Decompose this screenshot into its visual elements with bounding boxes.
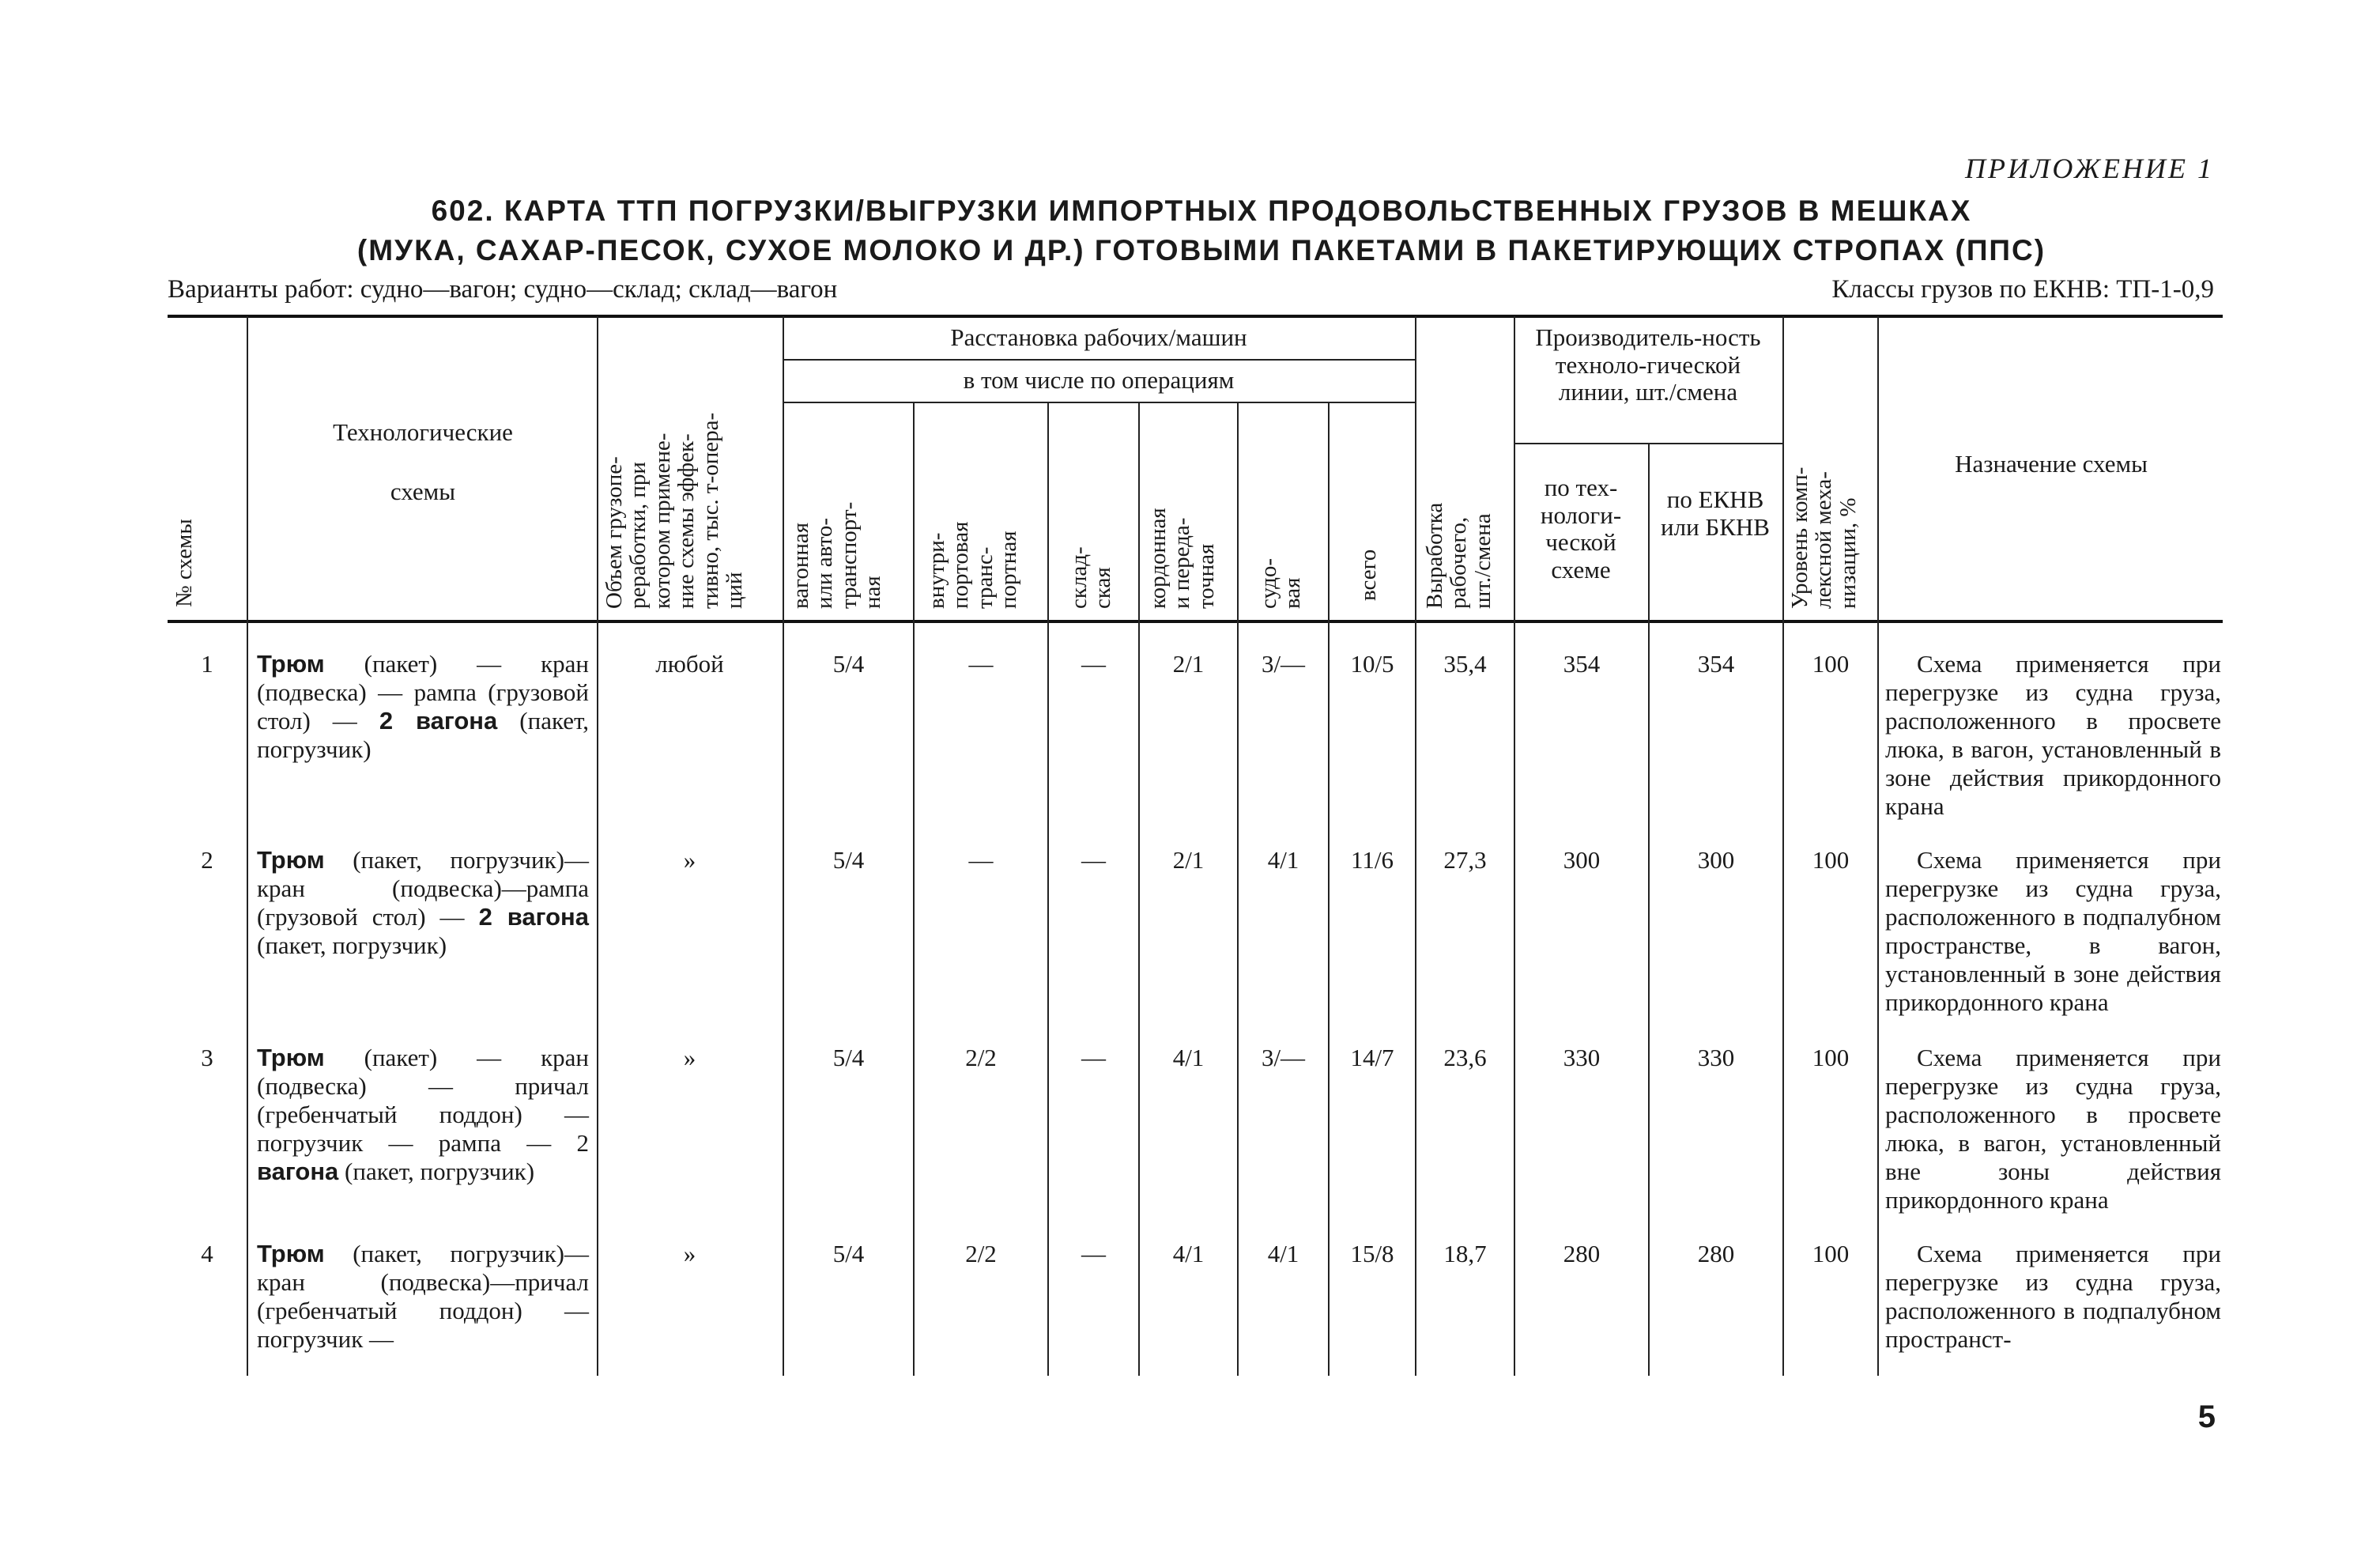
row-1-mech: 100 xyxy=(1812,650,1850,678)
header-total: всего xyxy=(1356,549,1381,601)
row-4-by-eknv: 280 xyxy=(1697,1240,1735,1267)
header-wagon: вагонная или авто- транспорт- ная xyxy=(788,501,886,609)
header-placement: Расстановка рабочих/машин xyxy=(950,323,1247,351)
row-2-num: 2 xyxy=(201,846,213,874)
row-4-mech: 100 xyxy=(1812,1240,1850,1267)
row-2-total: 11/6 xyxy=(1351,846,1394,874)
table-header-rule xyxy=(168,620,2223,623)
row-3-wagon: 5/4 xyxy=(832,1044,865,1071)
header-intraport: внутри- портовая транс- портная xyxy=(924,521,1022,609)
header-by-operation: в том числе по операциям xyxy=(963,366,1235,394)
row-2-wagon: 5/4 xyxy=(832,846,865,874)
row-4-scheme: Трюм (пакет, погрузчик)—кран (подвеска)—причал (гребенчатый поддон) — погрузчик — xyxy=(257,1240,589,1353)
col-line-13 xyxy=(1877,316,1879,1376)
row-2-cordon: 2/1 xyxy=(1172,846,1205,874)
operations-divider xyxy=(783,402,1415,403)
row-1-scheme: Трюм (пакет) — кран (подвеска) — рампа (грузовой стол) — 2 вагона (пакет, погрузчик) xyxy=(257,650,589,763)
row-1-ship: 3/— xyxy=(1261,650,1306,678)
row-4-intraport: 2/2 xyxy=(965,1240,997,1267)
col-line-1 xyxy=(247,316,248,1376)
row-3-total: 14/7 xyxy=(1350,1044,1394,1071)
header-mechanization: Уровень комп- лексной меха- низации, % xyxy=(1787,466,1861,609)
row-1-wagon: 5/4 xyxy=(832,650,865,678)
header-ship: судо- вая xyxy=(1256,557,1306,609)
row-2-output: 27,3 xyxy=(1443,846,1487,874)
placement-divider xyxy=(783,359,1415,361)
header-num: № схемы xyxy=(172,519,197,607)
row-4-warehouse: — xyxy=(1081,1240,1106,1267)
header-scheme-1: Технологические xyxy=(333,418,513,446)
row-4-wagon: 5/4 xyxy=(832,1240,865,1267)
row-3-cordon: 4/1 xyxy=(1172,1044,1205,1071)
row-3-purpose: Схема применяется при перегрузке из судна груза, расположенного в просвете люка, в вагон, установленный вне зоны действия прикордонного крана xyxy=(1885,1044,2221,1214)
appendix-label: ПРИЛОЖЕНИЕ 1 xyxy=(1965,153,2214,184)
col-line-5 xyxy=(1047,402,1049,1376)
row-2-by-eknv: 300 xyxy=(1697,846,1735,874)
header-cordon: кордонная и переда- точная xyxy=(1145,508,1219,609)
row-3-intraport: 2/2 xyxy=(965,1044,997,1071)
header-volume: Объем грузопе- реработки, при котором примене- ние схемы эффек- тивно, тыс. т-опера- ций xyxy=(602,412,748,609)
col-line-4 xyxy=(913,402,915,1376)
row-1-by-tech: 354 xyxy=(1563,650,1601,678)
row-2-warehouse: — xyxy=(1081,846,1106,874)
row-3-output: 23,6 xyxy=(1443,1044,1487,1071)
header-by-eknv: по ЕКНВ или БКНВ xyxy=(1661,485,1770,541)
row-1-total: 10/5 xyxy=(1350,650,1394,678)
row-4-total: 15/8 xyxy=(1350,1240,1394,1267)
row-3-mech: 100 xyxy=(1812,1044,1850,1071)
row-3-by-tech: 330 xyxy=(1563,1044,1601,1071)
table-top-rule xyxy=(168,315,2223,318)
row-4-by-tech: 280 xyxy=(1563,1240,1601,1267)
work-variants: Варианты работ: судно—вагон; судно—склад; склад—вагон xyxy=(168,275,838,304)
row-3-ship: 3/— xyxy=(1261,1044,1306,1071)
row-2-by-tech: 300 xyxy=(1563,846,1601,874)
row-3-by-eknv: 330 xyxy=(1697,1044,1735,1071)
row-2-scheme: Трюм (пакет, погрузчик)—кран (подвеска)—рампа (грузовой стол) — 2 вагона (пакет, погрузчик) xyxy=(257,846,589,959)
header-output: Выработка рабочего, шт./смена xyxy=(1422,502,1496,609)
row-1-num: 1 xyxy=(201,650,213,678)
cargo-class: Классы грузов по ЕКНВ: ТП-1-0,9 xyxy=(1831,275,2214,304)
row-4-ship: 4/1 xyxy=(1267,1240,1299,1267)
row-1-intraport: — xyxy=(968,650,994,678)
header-scheme-2: схемы xyxy=(390,478,456,505)
row-4-purpose: Схема применяется при перегрузке из судна груза, расположенного в подпалубном пространст- xyxy=(1885,1240,2221,1353)
row-2-intraport: — xyxy=(968,846,994,874)
col-line-11 xyxy=(1648,443,1650,1376)
header-productivity: Производитель-ность техноло-гической линии, шт./смена xyxy=(1535,323,1761,406)
row-3-volume: » xyxy=(683,1044,696,1071)
document-title-line-1: 602. КАРТА ТТП ПОГРУЗКИ/ВЫГРУЗКИ ИМПОРТНЫХ ПРОДОВОЛЬСТВЕННЫХ ГРУЗОВ В МЕШКАХ xyxy=(431,195,1972,227)
row-2-mech: 100 xyxy=(1812,846,1850,874)
row-3-scheme: Трюм (пакет) — кран (подвеска) — причал (гребенчатый поддон) — погрузчик — рампа — 2 вагона (пакет, погрузчик) xyxy=(257,1044,589,1185)
row-3-num: 3 xyxy=(201,1044,213,1071)
row-4-cordon: 4/1 xyxy=(1172,1240,1205,1267)
row-4-num: 4 xyxy=(201,1240,213,1267)
col-line-6 xyxy=(1138,402,1140,1376)
row-1-by-eknv: 354 xyxy=(1697,650,1735,678)
row-1-warehouse: — xyxy=(1081,650,1106,678)
row-2-volume: » xyxy=(683,846,696,874)
row-1-volume: любой xyxy=(655,650,724,678)
row-1-purpose: Схема применяется при перегрузке из судна груза, расположенного в просвете люка, в вагон, установленный в зоне действия прикордонного крана xyxy=(1885,650,2221,820)
header-purpose: Назначение схемы xyxy=(1955,450,2148,478)
page-number: 5 xyxy=(2197,1399,2216,1434)
row-4-volume: » xyxy=(683,1240,696,1267)
header-by-tech: по тех-нологи-ческой схеме xyxy=(1540,474,1622,584)
col-line-8 xyxy=(1328,402,1330,1376)
row-2-ship: 4/1 xyxy=(1267,846,1299,874)
row-4-output: 18,7 xyxy=(1443,1240,1487,1267)
document-title-line-2: (МУКА, САХАР-ПЕСОК, СУХОЕ МОЛОКО И ДР.) ГОТОВЫМИ ПАКЕТАМИ В ПАКЕТИРУЮЩИХ СТРОПАХ (ППС) xyxy=(356,234,2046,266)
row-3-warehouse: — xyxy=(1081,1044,1106,1071)
header-warehouse: склад- ская xyxy=(1066,546,1116,609)
row-1-output: 35,4 xyxy=(1443,650,1487,678)
col-line-7 xyxy=(1237,402,1239,1376)
row-2-purpose: Схема применяется при перегрузке из судна груза, расположенного в подпалубном пространстве, в вагон, установленный в зоне действия прикордонного крана xyxy=(1885,846,2221,1016)
row-1-cordon: 2/1 xyxy=(1172,650,1205,678)
